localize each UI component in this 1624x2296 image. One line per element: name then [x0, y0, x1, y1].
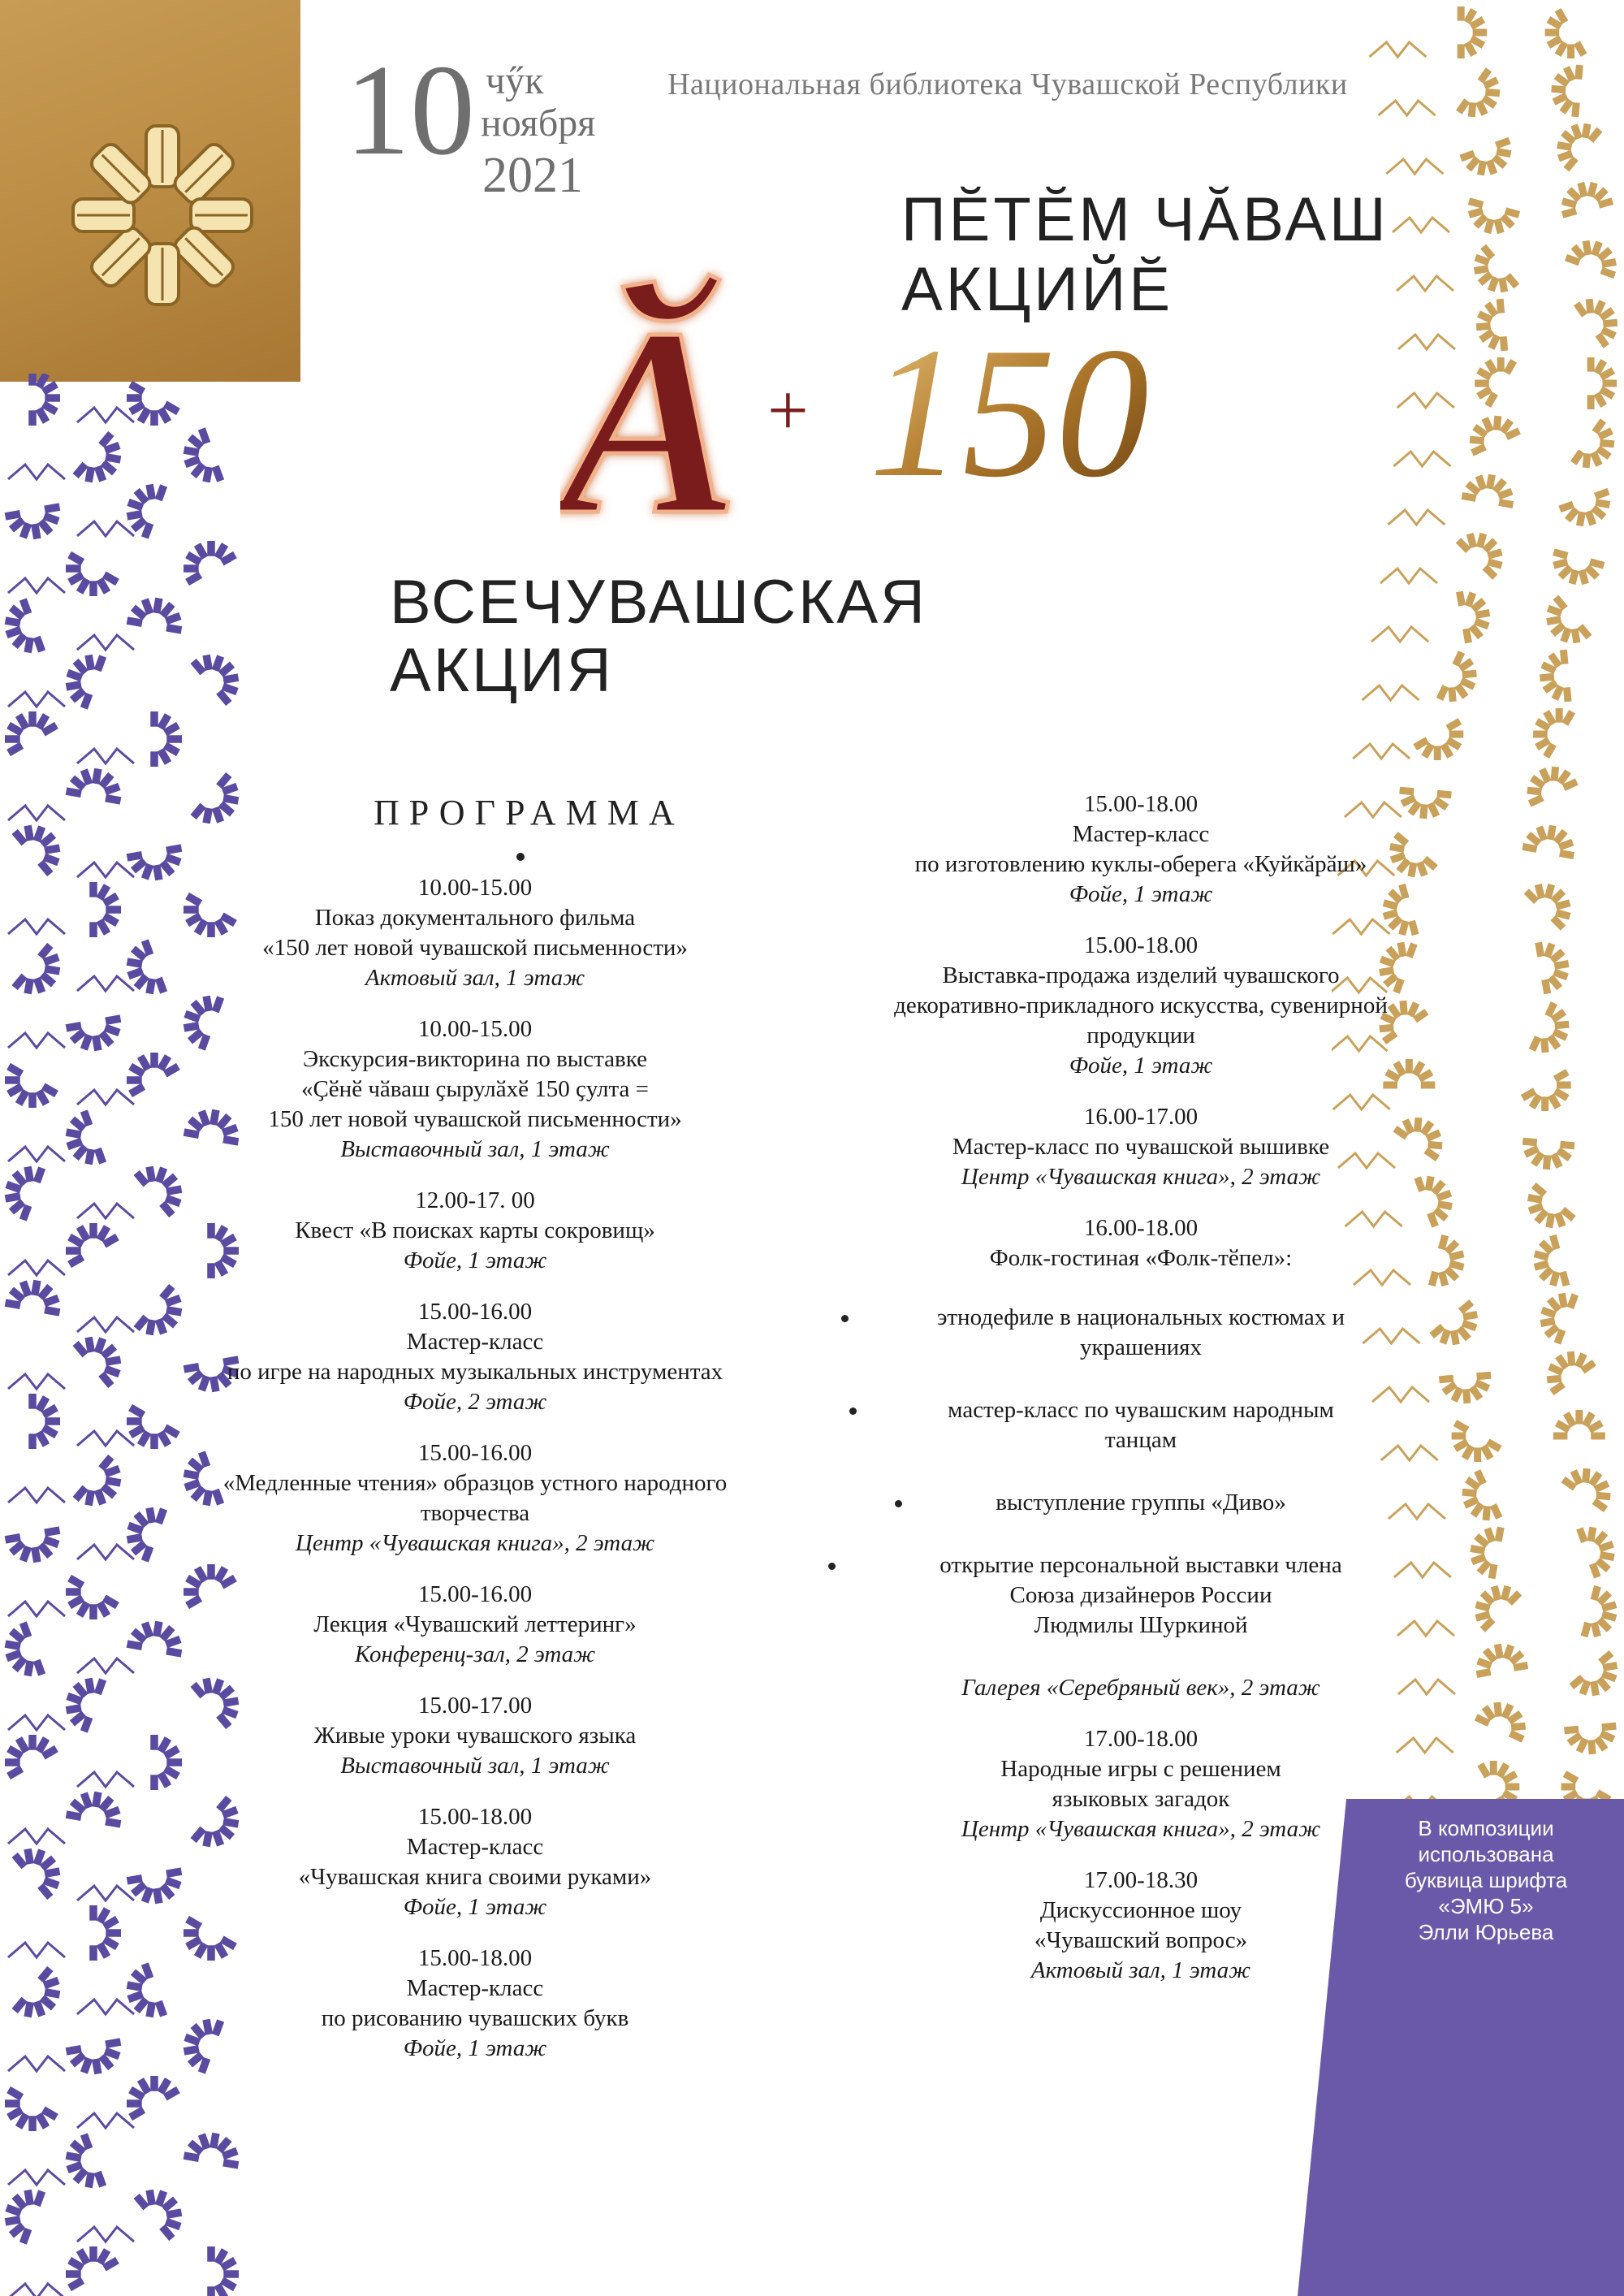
- zigzag-ornament: [1393, 218, 1449, 232]
- event-time: 12.00-17. 00: [415, 1187, 535, 1213]
- fan-ornament-icon: [1574, 421, 1624, 478]
- zigzag-ornament: [8, 2284, 65, 2296]
- zigzag-ornament: [8, 1033, 65, 1048]
- fan-ornament-icon: [1547, 552, 1604, 590]
- event-description: Народные игры с решением: [1000, 1756, 1281, 1782]
- bullet-text: открытие персональной выставки члена: [939, 1552, 1342, 1578]
- sun-petal: [171, 141, 237, 206]
- event-place: Актовый зал, 1 этаж: [1030, 1957, 1251, 1983]
- credit-line: Элли Юрьева: [1418, 1920, 1554, 1944]
- chuvash-sun-emblem-icon: [61, 114, 264, 317]
- fan-ornament-icon: [6, 507, 65, 543]
- zigzag-ornament: [77, 863, 134, 877]
- fan-ornament-icon: [1476, 1693, 1535, 1739]
- sun-petal: [88, 224, 153, 290]
- event-description: Фолк-гостиная «Фолк-тӗпел»:: [989, 1245, 1293, 1271]
- zigzag-ornament: [1369, 42, 1426, 57]
- zigzag-ornament: [8, 465, 65, 479]
- event-description: по рисованию чувашских букв: [321, 2005, 629, 2031]
- zigzag-ornament: [1388, 510, 1445, 525]
- fan-ornament-icon: [93, 882, 121, 937]
- fan-ornament-icon: [58, 1111, 102, 1173]
- event-description: «Чувашская книга своими руками»: [298, 1864, 652, 1890]
- organization-name: Национальная библиотека Чувашской Республики: [667, 67, 1348, 102]
- fan-ornament-icon: [193, 643, 244, 703]
- zigzag-ornament: [77, 749, 134, 763]
- program-event: [154, 1944, 796, 2064]
- event-description: Мастер-класс: [406, 1329, 544, 1355]
- zigzag-ornament: [8, 1829, 65, 1844]
- event-time: 15.00-16.00: [417, 1299, 533, 1325]
- fan-ornament-icon: [1461, 407, 1519, 452]
- event-place: Конференц-зал, 2 этаж: [354, 1641, 596, 1667]
- event-place: Галерея «Серебряный век», 2 этаж: [961, 1675, 1320, 1701]
- fan-ornament-icon: [1517, 1185, 1574, 1239]
- program-event: [820, 1724, 1462, 1844]
- sun-petal: [146, 244, 179, 305]
- fan-ornament-icon: [1535, 10, 1584, 67]
- fan-ornament-icon: [0, 702, 56, 753]
- event-time: 10.00-15.00: [417, 875, 533, 901]
- fan-ornament-icon: [15, 1837, 71, 1897]
- event-description: «Медленные чтения» образцов устного народного: [222, 1470, 728, 1496]
- fan-ornament-icon: [184, 2129, 244, 2165]
- fan-ornament-icon: [1415, 721, 1473, 770]
- fan-ornament-icon: [1461, 6, 1487, 58]
- zigzag-ornament: [8, 692, 65, 707]
- bullet-text: мастер-класс по чувашским народным: [948, 1397, 1334, 1423]
- font-credit: [1372, 1815, 1600, 1945]
- event-place: Центр «Чувашская книга», 2 этаж: [961, 1164, 1321, 1190]
- fan-ornament-icon: [1528, 1235, 1566, 1292]
- sun-petal: [146, 126, 179, 187]
- date-day: 10: [345, 37, 475, 182]
- event-description: Экскурсия-викторина по выставке: [303, 1046, 647, 1072]
- zigzag-ornament: [77, 2000, 134, 2014]
- zigzag-ornament: [77, 408, 134, 422]
- event-place: Центр «Чувашская книга», 2 этаж: [961, 1816, 1321, 1842]
- fan-ornament-icon: [1560, 491, 1618, 534]
- fan-ornament-icon: [1564, 1726, 1618, 1756]
- fan-ornament-icon: [1474, 299, 1504, 353]
- bullet-dot-icon: [849, 1407, 857, 1415]
- fan-ornament-icon: [1466, 1523, 1501, 1579]
- fan-ornament-icon: [1461, 141, 1518, 183]
- fan-ornament-icon: [56, 1578, 118, 1629]
- event-place: Фойе, 1 этаж: [403, 1247, 547, 1273]
- event-description: Лекция «Чувашский леттеринг»: [313, 1611, 637, 1637]
- fan-ornament-icon: [1440, 652, 1485, 711]
- fan-ornament-icon: [76, 434, 132, 494]
- fan-ornament-icon: [136, 2178, 193, 2238]
- zigzag-ornament: [8, 919, 65, 934]
- zigzag-ornament: [77, 1204, 134, 1218]
- fan-ornament-icon: [0, 1725, 56, 1776]
- zigzag-ornament: [8, 1488, 65, 1503]
- fan-ornament-icon: [117, 384, 179, 435]
- fan-ornament-icon: [175, 429, 220, 491]
- fan-ornament-icon: [1462, 470, 1518, 505]
- fan-ornament-icon: [58, 646, 102, 708]
- program-event: [820, 1866, 1462, 1986]
- program-event: [154, 1580, 796, 1670]
- event-description: Выставка-продажа изделий чувашского: [942, 962, 1340, 988]
- program-event: [154, 1014, 796, 1165]
- program-right-column: [820, 789, 1462, 2007]
- zigzag-ornament: [1397, 276, 1453, 291]
- event-time: 15.00-18.00: [1083, 932, 1199, 958]
- chuvash-title-line1: ПӖТӖМ ЧӐВАШ: [901, 185, 1389, 254]
- fan-ornament-icon: [1518, 758, 1577, 803]
- zigzag-ornament: [77, 635, 134, 650]
- fan-ornament-icon: [174, 531, 235, 582]
- event-time: 16.00-17.00: [1083, 1104, 1199, 1130]
- event-description: продукции: [1086, 1023, 1195, 1049]
- zigzag-ornament: [77, 1772, 134, 1787]
- fan-ornament-icon: [32, 374, 60, 426]
- fan-ornament-icon: [0, 1066, 56, 1118]
- date-month-chuvash: чӳк: [486, 59, 544, 102]
- event-description: Мастер-класс: [1072, 821, 1210, 847]
- event-description: декоративно-прикладного искусства, сувенирной: [894, 992, 1388, 1018]
- fan-ornament-icon: [56, 555, 118, 606]
- fan-ornament-icon: [1591, 357, 1617, 409]
- zigzag-ornament: [77, 1886, 134, 1900]
- fan-ornament-icon: [67, 2042, 126, 2078]
- fan-ornament-icon: [211, 2246, 239, 2296]
- event-time: 15.00-18.00: [417, 1804, 533, 1830]
- event-description: Мастер-класс по чувашской вышивке: [952, 1134, 1330, 1160]
- fan-ornament-icon: [32, 1394, 60, 1449]
- fan-ornament-icon: [1463, 246, 1517, 303]
- fan-ornament-icon: [58, 2134, 102, 2196]
- event-description: Квест «В поисках карты сокровищ»: [295, 1217, 655, 1243]
- fan-ornament-icon: [0, 2090, 56, 2141]
- fan-ornament-icon: [1538, 650, 1568, 704]
- russian-title: [390, 569, 927, 705]
- credit-line: В композиции: [1418, 1816, 1554, 1840]
- zigzag-ornament: [77, 976, 134, 991]
- fan-ornament-icon: [1523, 698, 1572, 756]
- credit-line: буквица шрифта: [1404, 1868, 1568, 1892]
- emblem-plus-icon: +: [767, 370, 809, 451]
- zigzag-ornament: [8, 1260, 65, 1275]
- program-heading: ПРОГРАММА: [374, 793, 685, 832]
- program-event: [154, 1297, 796, 1417]
- fan-ornament-icon: [1464, 1575, 1519, 1630]
- fan-ornament-icon: [154, 711, 182, 767]
- fan-ornament-icon: [127, 594, 187, 630]
- fan-ornament-icon: [1472, 1640, 1528, 1675]
- program-divider-dot: [516, 853, 525, 861]
- zigzag-ornament: [1397, 393, 1454, 408]
- program-event: [820, 789, 1462, 910]
- fan-ornament-icon: [15, 1969, 71, 2029]
- fan-ornament-icon: [193, 775, 244, 835]
- emblem-number: 150: [869, 309, 1149, 516]
- fan-ornament-icon: [1556, 176, 1613, 214]
- event-time: 15.00-18.00: [417, 1945, 533, 1971]
- event-time: 10.00-15.00: [417, 1016, 533, 1042]
- fan-ornament-icon: [1539, 938, 1574, 994]
- fan-ornament-icon: [1566, 233, 1624, 275]
- event-description: «150 лет новой чувашской письменности»: [262, 935, 688, 961]
- event-description: по игре на народных музыкальных инструментах: [227, 1359, 723, 1385]
- event-place: Фойе, 2 этаж: [403, 1389, 547, 1415]
- credit-line: «ЭМЮ 5»: [1438, 1894, 1534, 1918]
- fan-ornament-icon: [1563, 1458, 1621, 1509]
- zigzag-ornament: [77, 1545, 134, 1559]
- folk-bullet-item: [820, 1395, 1462, 1455]
- zigzag-ornament: [77, 1090, 134, 1105]
- fan-ornament-icon: [1462, 201, 1519, 240]
- bullet-text: этнодефиле в национальных костюмах и: [936, 1304, 1345, 1330]
- zigzag-ornament: [1363, 685, 1419, 700]
- folk-bullet-list: [820, 1303, 1462, 1641]
- fan-ornament-icon: [56, 2237, 118, 2288]
- fan-ornament-icon: [1466, 348, 1514, 405]
- folk-bullet-item: [820, 1488, 1462, 1518]
- fan-ornament-icon: [1571, 1653, 1624, 1706]
- event-place: Фойе, 1 этаж: [403, 1894, 547, 1920]
- program-event: [154, 1802, 796, 1922]
- event-description: Живые уроки чувашского языка: [313, 1723, 637, 1749]
- program-event: [154, 873, 796, 993]
- zigzag-ornament: [8, 1374, 65, 1389]
- fan-ornament-icon: [0, 1158, 42, 1220]
- bullet-text: Людмилы Шуркиной: [1034, 1612, 1248, 1638]
- zigzag-ornament: [1386, 159, 1443, 174]
- event-time: 16.00-18.00: [1083, 1215, 1199, 1241]
- fan-ornament-icon: [1537, 1341, 1595, 1392]
- zigzag-ornament: [1380, 569, 1437, 583]
- fan-ornament-icon: [6, 1276, 65, 1312]
- fan-ornament-icon: [1520, 1141, 1574, 1171]
- zigzag-ornament: [77, 1431, 134, 1446]
- bullet-text: Союза дизайнеров России: [1009, 1582, 1272, 1608]
- chuvash-title-line2: АКЦИЙӖ: [901, 255, 1174, 324]
- event-description: Мастер-класс: [406, 1975, 544, 2001]
- fan-ornament-icon: [56, 1213, 118, 1265]
- fan-ornament-icon: [67, 1018, 126, 1055]
- sun-petal: [171, 224, 237, 290]
- event-description: по изготовлению куклы-оберега «Куйкӑрӑш»: [914, 851, 1367, 877]
- fan-ornament-icon: [1553, 1410, 1605, 1436]
- russian-title-line2: АКЦИЯ: [390, 636, 614, 705]
- program-event: [820, 931, 1462, 1081]
- event-place: Выставочный зал, 1 этаж: [340, 1753, 610, 1779]
- zigzag-ornament: [1393, 452, 1450, 466]
- a150-emblem: [560, 236, 1226, 560]
- zigzag-ornament: [77, 1317, 134, 1332]
- zigzag-ornament: [77, 2227, 134, 2242]
- zigzag-ornament: [8, 578, 65, 593]
- bullet-text: танцам: [1104, 1427, 1177, 1453]
- zigzag-ornament: [8, 1147, 65, 1161]
- program-event: [820, 1102, 1462, 1192]
- fan-ornament-icon: [67, 1788, 126, 1824]
- fan-ornament-icon: [1546, 113, 1600, 170]
- zigzag-ornament: [8, 1715, 65, 1730]
- fan-ornament-icon: [1522, 1072, 1580, 1121]
- emblem-letter: Ӑ: [560, 274, 740, 560]
- fan-ornament-icon: [0, 1623, 42, 1684]
- fan-ornament-icon: [76, 1325, 132, 1386]
- date-year: 2021: [482, 148, 583, 203]
- fan-ornament-icon: [67, 764, 126, 801]
- event-place: Фойе, 1 этаж: [1069, 881, 1213, 907]
- date-month-russian: ноября: [481, 102, 596, 145]
- event-time: 15.00-16.00: [417, 1581, 533, 1607]
- fan-ornament-icon: [15, 945, 71, 1005]
- fan-ornament-icon: [1458, 522, 1514, 577]
- fan-ornament-icon: [0, 2181, 42, 2243]
- program-left-column: [154, 873, 796, 2085]
- event-place: Выставочный зал, 1 этаж: [340, 1136, 610, 1162]
- event-description: языковых загадок: [1052, 1786, 1230, 1812]
- zigzag-ornament: [77, 2113, 134, 2128]
- fan-ornament-icon: [1459, 70, 1510, 128]
- sun-petal: [88, 141, 153, 206]
- sun-petal: [191, 199, 252, 231]
- bullet-dot-icon: [841, 1315, 849, 1322]
- event-time: 17.00-18.30: [1083, 1867, 1199, 1893]
- zigzag-ornament: [1379, 101, 1436, 115]
- fan-ornament-icon: [1549, 63, 1579, 117]
- event-time: 15.00-16.00: [417, 1440, 533, 1466]
- fan-ornament-icon: [1532, 1003, 1578, 1062]
- fan-ornament-icon: [93, 1905, 121, 1961]
- fan-ornament-icon: [1584, 1586, 1622, 1643]
- fan-ornament-icon: [1535, 597, 1589, 654]
- event-time: 15.00-17.00: [417, 1693, 533, 1719]
- fan-ornament-icon: [1527, 873, 1582, 928]
- fan-ornament-icon: [1522, 821, 1579, 856]
- fan-ornament-icon: [15, 814, 71, 874]
- fan-ornament-icon: [0, 599, 42, 661]
- zigzag-ornament: [8, 1943, 65, 1957]
- program-event: [154, 1691, 796, 1781]
- event-place: Центр «Чувашская книга», 2 этаж: [295, 1530, 655, 1556]
- event-description: Мастер-класс: [406, 1834, 544, 1860]
- event-description: творчества: [420, 1500, 530, 1526]
- fan-ornament-icon: [76, 1457, 132, 1517]
- fan-ornament-icon: [6, 1530, 65, 1567]
- program-event: [154, 1438, 796, 1559]
- event-time: 17.00-18.00: [1083, 1726, 1199, 1752]
- zigzag-ornament: [1398, 335, 1455, 349]
- bullet-text: выступление группы «Диво»: [996, 1490, 1286, 1516]
- fan-ornament-icon: [1579, 1520, 1622, 1577]
- folk-bullet-item: [820, 1303, 1462, 1363]
- zigzag-ornament: [77, 1658, 134, 1673]
- bullet-dot-icon: [895, 1500, 902, 1507]
- event-description: Показ документального фильма: [314, 905, 636, 931]
- fan-ornament-icon: [1459, 587, 1494, 643]
- event-place: Фойе, 1 этаж: [403, 2035, 547, 2061]
- zigzag-ornament: [8, 1602, 65, 1616]
- bullet-text: украшениях: [1079, 1334, 1203, 1360]
- event-place: Фойе, 1 этаж: [1069, 1053, 1213, 1079]
- event-time: 15.00-18.00: [1083, 791, 1199, 817]
- event-description: «Чувашский вопрос»: [1034, 1927, 1248, 1953]
- fan-ornament-icon: [1533, 1286, 1575, 1343]
- event-description: 150 лет новой чувашской письменности»: [268, 1106, 682, 1132]
- folk-bullet-item: [820, 1550, 1462, 1641]
- program-event: [154, 1186, 796, 1276]
- zigzag-ornament: [77, 521, 134, 536]
- fan-ornament-icon: [58, 1670, 102, 1732]
- event-description: Дискуссионное шоу: [1039, 1897, 1242, 1923]
- zigzag-ornament: [8, 2170, 65, 2185]
- event-description: «Ҫӗнӗ чӑваш ҫырулӑхӗ 150 ҫулта =: [300, 1076, 650, 1102]
- russian-title-line1: ВСЕЧУВАШСКАЯ: [390, 568, 927, 637]
- zigzag-ornament: [8, 2056, 65, 2071]
- program-event-folk: [820, 1213, 1462, 1703]
- sun-petal: [73, 199, 134, 231]
- fan-ornament-icon: [1577, 288, 1624, 346]
- bullet-dot-icon: [828, 1563, 836, 1570]
- zigzag-ornament: [1353, 744, 1410, 759]
- event-place: Актовый зал, 1 этаж: [365, 965, 585, 991]
- zigzag-ornament: [8, 806, 65, 820]
- zigzag-ornament: [1371, 627, 1428, 642]
- credit-line: использована: [1418, 1842, 1554, 1866]
